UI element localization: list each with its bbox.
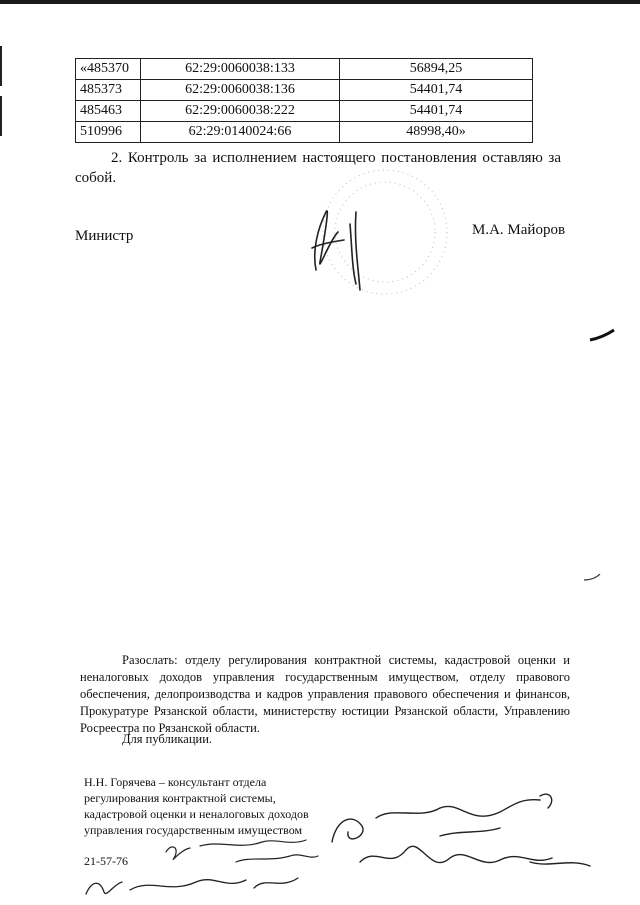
distribution-list: Разослать: отделу регулирования контрактной системы, кадастровой оценки и неналоговых доходов управления государственным имуществом, отделу правового обеспечения, делопроизводства и кадров управления правового обеспечения и финансов, Прокуратуре Рязанской области, министерству юстиции Рязанской области, Управлению Росреестра по Рязанской области. [80,653,570,735]
clause-2-text: 2. Контроль за исполнением настоящего постановления оставляю за собой. [75,150,561,186]
author-phone: 21-57-76 [84,854,128,868]
publication-note: Для публикации. [122,732,213,746]
cadastral-number: 62:29:0060038:133 [141,59,340,80]
signatory-name: М.А. Майоров [472,222,566,238]
cadastral-value: 56894,25 [340,59,533,80]
scan-mark-icon [584,574,600,580]
row-id: 510996 [76,122,141,143]
cadastral-value: 54401,74 [340,80,533,101]
cadastral-number: 62:29:0140024:66 [141,122,340,143]
faint-stamp-icon [323,170,447,294]
author-info: Н.Н. Горячева – консультант отдела регулирования контрактной системы, кадастровой оценки и неналоговых доходов управления государственным имуществом [84,775,309,837]
signatory-title: Министр [75,228,134,244]
clerk-initials [86,878,298,894]
author-initials [166,840,318,862]
approval-signature [332,794,590,866]
row-id: 485463 [76,101,141,122]
scan-mark-icon [590,330,614,340]
cadastral-value: 54401,74 [340,101,533,122]
row-id: «485370 [76,59,141,80]
minister-signature [312,211,360,290]
cadastral-value: 48998,40» [340,122,533,143]
cadastral-number: 62:29:0060038:136 [141,80,340,101]
cadastral-number: 62:29:0060038:222 [141,101,340,122]
row-id: 485373 [76,80,141,101]
